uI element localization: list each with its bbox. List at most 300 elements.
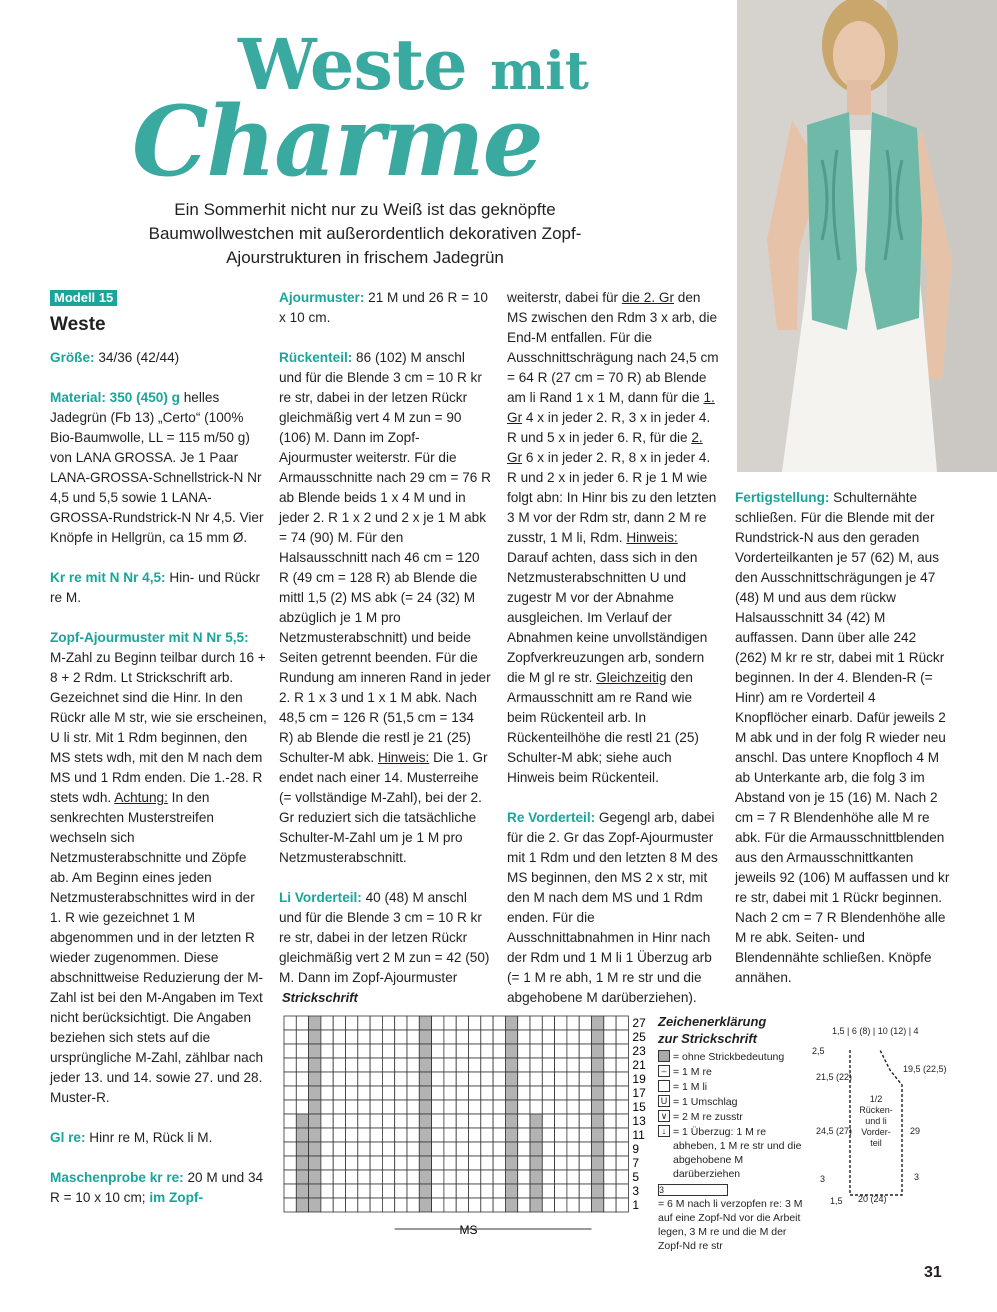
chart-cell xyxy=(296,1086,308,1100)
chart-cell xyxy=(542,1100,554,1114)
chart-row-number: 11 xyxy=(632,1128,645,1142)
chart-cell xyxy=(346,1086,358,1100)
legend-item xyxy=(658,1065,808,1079)
chart-cell xyxy=(382,1030,394,1044)
chart-cell xyxy=(370,1128,382,1142)
chart-row-number: 9 xyxy=(632,1142,640,1156)
chart-cell xyxy=(469,1100,481,1114)
chart-cell xyxy=(518,1114,530,1128)
chart-cell xyxy=(481,1142,493,1156)
chart-cell xyxy=(284,1184,296,1198)
chart-row-number: 21 xyxy=(632,1058,646,1072)
chart-cell xyxy=(493,1128,505,1142)
chart-cell xyxy=(616,1198,628,1212)
chart-cell xyxy=(469,1072,481,1086)
chart-cell xyxy=(309,1016,321,1030)
chart-cell xyxy=(542,1016,554,1030)
chart-cell xyxy=(518,1128,530,1142)
chart-cell xyxy=(370,1086,382,1100)
chart-cell xyxy=(358,1100,370,1114)
chart-cell xyxy=(284,1128,296,1142)
intro-text: Ein Sommerhit nicht nur zu Weiß ist das geknöpfte Baumwollwestchen mit außerordentlich dekorativen Zopf-Ajourstrukturen in frischem Jadegrün xyxy=(148,200,582,267)
chart-cell xyxy=(358,1086,370,1100)
rueck-text-2: Die 1. Gr endet nach einer 14. Musterreihe (= vollständige M-Zahl), bei der 2. Gr reduziert sich die tatsächliche Schulter-M-Zahl um je 1 M pro Netzmusterabschnitt. xyxy=(279,750,488,865)
chart-cell xyxy=(370,1058,382,1072)
chart-cell xyxy=(296,1198,308,1212)
chart-cell xyxy=(309,1030,321,1044)
chart-row-number: 17 xyxy=(632,1086,646,1100)
chart-cell xyxy=(567,1198,579,1212)
chart-cell xyxy=(346,1114,358,1128)
chart-cell xyxy=(370,1184,382,1198)
chart-cell xyxy=(309,1170,321,1184)
mp-section xyxy=(50,1168,268,1208)
chart-cell xyxy=(395,1100,407,1114)
chart-cell xyxy=(592,1058,604,1072)
chart-cell xyxy=(407,1086,419,1100)
chart-cell xyxy=(321,1128,333,1142)
chart-cell xyxy=(567,1030,579,1044)
chart-cell xyxy=(505,1072,517,1086)
chart-cell xyxy=(296,1114,308,1128)
chart-cell xyxy=(518,1170,530,1184)
legend-text: = ohne Strickbedeutung xyxy=(673,1051,785,1063)
chart-cell xyxy=(616,1072,628,1086)
chart-cell xyxy=(444,1156,456,1170)
chart-cell xyxy=(370,1198,382,1212)
chart-cell xyxy=(567,1128,579,1142)
chart-cell xyxy=(592,1156,604,1170)
chart-cell xyxy=(296,1170,308,1184)
chart-cell xyxy=(530,1114,542,1128)
chart-cell xyxy=(432,1170,444,1184)
chart-cell xyxy=(382,1086,394,1100)
chart-cell xyxy=(309,1198,321,1212)
chart-cell xyxy=(604,1016,616,1030)
ajour-label: Ajourmuster: xyxy=(279,290,365,305)
chart-cell xyxy=(321,1114,333,1128)
chart-cell xyxy=(505,1142,517,1156)
yarn-over-symbol-icon: U xyxy=(658,1095,670,1107)
k2tog-symbol-icon: ∨ xyxy=(658,1110,670,1122)
chart-cell xyxy=(518,1030,530,1044)
chart-cell xyxy=(309,1058,321,1072)
chart-cell xyxy=(505,1156,517,1170)
chart-cell xyxy=(382,1016,394,1030)
chart-cell xyxy=(333,1058,345,1072)
underlined-run: Gleichzeitig xyxy=(596,670,667,685)
chart-cell xyxy=(616,1170,628,1184)
chart-cell xyxy=(469,1030,481,1044)
schema-l4: 3 xyxy=(820,1174,826,1184)
chart-cell xyxy=(567,1100,579,1114)
chart-cell xyxy=(321,1030,333,1044)
chart-cell xyxy=(407,1016,419,1030)
chart-cell xyxy=(592,1100,604,1114)
chart-cell xyxy=(395,1156,407,1170)
chart-cell xyxy=(555,1170,567,1184)
chart-cell xyxy=(432,1156,444,1170)
chart-cell xyxy=(456,1016,468,1030)
chart-cell xyxy=(333,1156,345,1170)
chart-cell xyxy=(481,1198,493,1212)
size-section xyxy=(50,348,268,368)
chart-cell xyxy=(604,1100,616,1114)
chart-cell xyxy=(481,1044,493,1058)
schema-bottom: 20 (24) xyxy=(858,1194,887,1204)
chart-cell xyxy=(407,1072,419,1086)
chart-cell xyxy=(284,1198,296,1212)
chart-cell xyxy=(481,1156,493,1170)
chart-cell xyxy=(346,1030,358,1044)
chart-cell xyxy=(321,1142,333,1156)
chart-cell xyxy=(432,1072,444,1086)
chart-cell xyxy=(518,1142,530,1156)
chart-cell xyxy=(616,1128,628,1142)
ajour-section xyxy=(279,288,491,328)
chart-cell xyxy=(481,1072,493,1086)
chart-cell xyxy=(321,1016,333,1030)
chart-cell xyxy=(432,1044,444,1058)
chart-row-number: 5 xyxy=(632,1170,640,1184)
text-run: 4 x in jeder 2. R, 3 x in jeder 4. R und 5 x in jeder 6. R, für die xyxy=(507,410,711,445)
chart-cell xyxy=(518,1086,530,1100)
chart-cell xyxy=(419,1156,431,1170)
chart-cell xyxy=(407,1170,419,1184)
chart-cell xyxy=(616,1086,628,1100)
chart-cell xyxy=(382,1100,394,1114)
chart-cell xyxy=(604,1072,616,1086)
chart-cell xyxy=(370,1044,382,1058)
chart-cell xyxy=(284,1044,296,1058)
li-text: 40 (48) M anschl und für die Blende 3 cm = 10 R kr re str, dabei in der letzen Rückr gleichmäßig vert 2 M zun = 42 (50) M. Dann im Zopf-Ajourmuster xyxy=(279,890,490,985)
chart-cell xyxy=(321,1044,333,1058)
chart-cell xyxy=(284,1114,296,1128)
chart-cell xyxy=(358,1072,370,1086)
chart-cell xyxy=(604,1058,616,1072)
chart-row-number: 25 xyxy=(632,1030,646,1044)
chart-cell xyxy=(321,1184,333,1198)
column-1 xyxy=(50,288,268,1228)
chart-cell xyxy=(493,1142,505,1156)
chart-cell xyxy=(309,1114,321,1128)
gl-text: Hinr re M, Rück li M. xyxy=(85,1130,213,1145)
page-number: 31 xyxy=(924,1264,942,1281)
chart-cell xyxy=(358,1044,370,1058)
legend-cable-text: = 6 M nach li verzopfen re: 3 M auf eine Zopf-Nd vor die Arbeit legen, 3 M re und die M der Zopf-Nd re str xyxy=(658,1198,803,1252)
chart-cell xyxy=(419,1072,431,1086)
chart-cell xyxy=(333,1044,345,1058)
chart-cell xyxy=(542,1128,554,1142)
chart-cell xyxy=(555,1114,567,1128)
chart-cell xyxy=(358,1114,370,1128)
chart-cell xyxy=(382,1044,394,1058)
chart-cell xyxy=(542,1044,554,1058)
chart-cell xyxy=(555,1072,567,1086)
chart-cell xyxy=(432,1128,444,1142)
chart-cell xyxy=(481,1086,493,1100)
chart-cell xyxy=(592,1086,604,1100)
chart-cell xyxy=(567,1044,579,1058)
chart-cell xyxy=(616,1030,628,1044)
chart-cell xyxy=(530,1170,542,1184)
chart-cell xyxy=(407,1044,419,1058)
title-main: Weste xyxy=(238,23,467,106)
underlined-run: 2. Gr xyxy=(507,430,703,465)
chart-cell xyxy=(493,1030,505,1044)
chart-cell xyxy=(395,1128,407,1142)
chart-cell xyxy=(469,1114,481,1128)
re-text: Gegengl arb, dabei für die 2. Gr das Zopf-Ajourmuster mit 1 Rdm und den letzten 8 M des MS beginnen, den MS 2 x str, mit den M nach dem MS und 1 Rdm enden. Für die Ausschnittabnahmen in Hinr nach der Rdm und 1 M li 1 Überzug arb (= 1 M re abh, 1 M re str und die abgehobene M darüberziehen). xyxy=(507,810,718,1005)
chart-cell xyxy=(382,1184,394,1198)
chart-cell xyxy=(567,1114,579,1128)
chart-cell xyxy=(555,1058,567,1072)
text-run: 6 x in jeder 2. R, 8 x in jeder 4. R und 2 x in jeder 6. R je 1 M wie folgt abn: In Hinr bis zu den letzten 3 M vor der Rdm str, dann 2 M re zusstr, 1 M li, Rdm. xyxy=(507,450,717,545)
chart-cell xyxy=(346,1072,358,1086)
chart-row-number: 15 xyxy=(632,1100,646,1114)
chart-cell xyxy=(432,1114,444,1128)
chart-cell xyxy=(493,1156,505,1170)
mp-label-2: im Zopf- xyxy=(149,1190,203,1205)
chart-cell xyxy=(432,1198,444,1212)
chart-cell xyxy=(505,1184,517,1198)
fert-label: Fertigstellung: xyxy=(735,490,830,505)
legend xyxy=(658,1014,808,1253)
chart-cell xyxy=(505,1058,517,1072)
schema-panel-label: 1/2 Rücken-und li Vorder-teil xyxy=(859,1094,893,1148)
chart-cell xyxy=(309,1184,321,1198)
chart-cell xyxy=(309,1086,321,1100)
chart-cell xyxy=(616,1142,628,1156)
chart-cell xyxy=(604,1156,616,1170)
chart-cell xyxy=(469,1170,481,1184)
size-label: Größe: xyxy=(50,350,95,365)
chart-cell xyxy=(518,1058,530,1072)
chart-cell xyxy=(444,1058,456,1072)
chart-cell xyxy=(555,1100,567,1114)
chart-cell xyxy=(419,1198,431,1212)
chart-cell xyxy=(469,1058,481,1072)
column-2 xyxy=(279,288,491,1008)
chart-cell xyxy=(358,1156,370,1170)
zopf-achtung: Achtung: xyxy=(114,790,168,805)
underlined-run: Hinweis: xyxy=(626,530,678,545)
chart-cell xyxy=(333,1198,345,1212)
chart-cell xyxy=(432,1184,444,1198)
page-title-line2: Charme xyxy=(132,85,542,198)
chart-cell xyxy=(616,1058,628,1072)
chart-cell xyxy=(395,1058,407,1072)
legend-item xyxy=(658,1110,808,1124)
chart-row-number: 7 xyxy=(632,1156,640,1170)
chart-cell xyxy=(481,1058,493,1072)
chart-cell xyxy=(592,1044,604,1058)
chart-cell xyxy=(567,1086,579,1100)
chart-cell xyxy=(518,1156,530,1170)
chart-cell xyxy=(505,1114,517,1128)
chart-cell xyxy=(382,1170,394,1184)
chart-cell xyxy=(616,1184,628,1198)
chart-cell xyxy=(530,1198,542,1212)
chart-cell xyxy=(604,1030,616,1044)
schema-r3: 3 xyxy=(914,1172,920,1182)
rueck-hinweis: Hinweis: xyxy=(377,750,430,765)
chart-cell xyxy=(333,1072,345,1086)
rueck-text: 86 (102) M anschl und für die Blende 3 cm = 10 R kr re str, dabei in der letzen Rückr gleichmäßig vert 4 M zun = 90 (106) M. Dann im Zopf-Ajourmuster weiterstr. Für die Armausschnitte nach 29 cm = 76 R ab Blende beids 1 x 4 M und in jeder 2. R 1 x 2 und 2 x je 1 M abk = 74 (90) M. Für den Halsausschnitt nach 46 cm = 120 R (49 cm = 128 R) ab Blende die mittl 1,5 (2) MS abk (= 24 (32) M abzüglich je 1 M pro Netzmusterabschnitt) und beide Seiten getrennt beenden. Für die Rundung am inneren Rand in jeder 2. R 1 x 3 und 1 x 1 M abk. Nach 48,5 cm = 126 R (51,5 cm = 134 R) ab Blende die restl je 21 (25) Schulter-M abk. xyxy=(279,350,491,765)
chart-cell xyxy=(333,1142,345,1156)
chart-cell xyxy=(296,1184,308,1198)
kr-text: Hin- und Rückr re M. xyxy=(50,570,261,605)
chart-cell xyxy=(505,1016,517,1030)
chart-cell xyxy=(358,1016,370,1030)
chart-cell xyxy=(419,1184,431,1198)
chart-cell xyxy=(579,1170,591,1184)
chart-cell xyxy=(395,1016,407,1030)
chart-cell xyxy=(370,1100,382,1114)
chart-cell xyxy=(309,1044,321,1058)
chart-cell xyxy=(567,1170,579,1184)
text-run: weiterstr, dabei für xyxy=(507,290,622,305)
chart-cell xyxy=(407,1156,419,1170)
chart-cell xyxy=(284,1016,296,1030)
chart-cell xyxy=(505,1086,517,1100)
chart-cell xyxy=(309,1128,321,1142)
chart-cell xyxy=(382,1198,394,1212)
kr-section xyxy=(50,568,268,608)
chart-cell xyxy=(481,1030,493,1044)
chart-cell xyxy=(456,1128,468,1142)
chart-cell xyxy=(530,1044,542,1058)
chart-cell xyxy=(493,1198,505,1212)
chart-cell xyxy=(370,1170,382,1184)
chart-cell xyxy=(309,1100,321,1114)
chart-row-number: 19 xyxy=(632,1072,646,1086)
chart-cell xyxy=(370,1156,382,1170)
chart-cell xyxy=(542,1184,554,1198)
chart-cell xyxy=(321,1100,333,1114)
chart-cell xyxy=(407,1198,419,1212)
chart-cell xyxy=(530,1086,542,1100)
blank-symbol-icon xyxy=(658,1050,670,1062)
chart-cell xyxy=(346,1100,358,1114)
chart-cell xyxy=(493,1072,505,1086)
chart-cell xyxy=(505,1128,517,1142)
chart-cell xyxy=(407,1100,419,1114)
chart-cell xyxy=(542,1114,554,1128)
chart-cell xyxy=(469,1142,481,1156)
chart-cell xyxy=(382,1114,394,1128)
cable-symbol-icon: 3 xyxy=(658,1184,728,1196)
chart-cell xyxy=(296,1058,308,1072)
chart-cell xyxy=(518,1198,530,1212)
chart-cell xyxy=(333,1016,345,1030)
gl-section xyxy=(50,1128,268,1148)
material-label: Material: 350 (450) g xyxy=(50,390,180,405)
chart-cell xyxy=(456,1086,468,1100)
chart-cell xyxy=(579,1072,591,1086)
chart-cell xyxy=(284,1072,296,1086)
chart-cell xyxy=(469,1128,481,1142)
chart-cell xyxy=(469,1086,481,1100)
chart-cell xyxy=(456,1030,468,1044)
text-run: den MS zwischen den Rdm 3 x arb, die End-M entfallen. Für die Ausschnittschrägung nach 24,5 cm = 64 R (27 cm = 70 R) ab Blende am li Rand 1 x 1 M, dann für die xyxy=(507,290,719,405)
chart-cell xyxy=(296,1030,308,1044)
chart-cell xyxy=(493,1100,505,1114)
chart-cell xyxy=(456,1184,468,1198)
chart-cell xyxy=(395,1184,407,1198)
chart-cell xyxy=(579,1100,591,1114)
chart-cell xyxy=(481,1100,493,1114)
ajour-text: 21 M und 26 R = 10 x 10 cm. xyxy=(279,290,488,325)
chart-cell xyxy=(432,1016,444,1030)
chart-cell xyxy=(432,1030,444,1044)
model-badge: Modell 15 xyxy=(50,290,117,306)
chart-cell xyxy=(493,1170,505,1184)
chart-cell xyxy=(530,1030,542,1044)
chart-cell xyxy=(432,1142,444,1156)
underlined-run: 1. Gr xyxy=(507,390,715,425)
chart-cell xyxy=(518,1184,530,1198)
chart-cell xyxy=(579,1128,591,1142)
chart-cell xyxy=(296,1142,308,1156)
chart-cell xyxy=(358,1030,370,1044)
chart-cell xyxy=(579,1114,591,1128)
chart-cell xyxy=(542,1086,554,1100)
chart-cell xyxy=(493,1044,505,1058)
chart-cell xyxy=(567,1184,579,1198)
chart-cell xyxy=(419,1128,431,1142)
model-photo xyxy=(737,0,997,472)
chart-cell xyxy=(530,1058,542,1072)
chart-cell xyxy=(333,1128,345,1142)
chart-cell xyxy=(407,1058,419,1072)
chart-cell xyxy=(370,1030,382,1044)
chart-cell xyxy=(530,1100,542,1114)
chart-cell xyxy=(309,1072,321,1086)
chart-cell xyxy=(284,1100,296,1114)
chart-cell xyxy=(493,1016,505,1030)
title-small: mit xyxy=(490,41,589,102)
legend-subheading: zur Strickschrift xyxy=(658,1031,757,1046)
chart-cell xyxy=(309,1156,321,1170)
chart-cell xyxy=(604,1044,616,1058)
chart-ms-label: MS xyxy=(459,1223,478,1237)
chart-cell xyxy=(296,1100,308,1114)
zopf-section xyxy=(50,628,268,1108)
chart-cell xyxy=(456,1058,468,1072)
chart-cell xyxy=(444,1072,456,1086)
chart-cell xyxy=(321,1170,333,1184)
chart-cell xyxy=(518,1072,530,1086)
chart-cell xyxy=(530,1142,542,1156)
chart-cell xyxy=(604,1198,616,1212)
chart-cell xyxy=(358,1142,370,1156)
legend-item xyxy=(658,1095,808,1109)
model-title: Weste xyxy=(50,314,106,335)
legend-text: = 1 Umschlag xyxy=(673,1096,738,1108)
chart-cell xyxy=(469,1044,481,1058)
chart-cell xyxy=(284,1030,296,1044)
zopf-text: M-Zahl zu Beginn teilbar durch 16 + 8 + 2 Rdm. Lt Strickschrift arb. Gezeichnet sind die Hinr. In den Rückr alle M str, wie sie erscheinen, U li str. Mit 1 Rdm beginnen, den MS stets wdh, mit den M nach dem MS und 1 Rdm enden. Die 1.-28. R stets wdh. xyxy=(50,650,267,805)
legend-text: = 1 M li xyxy=(673,1081,708,1093)
chart-cell xyxy=(616,1156,628,1170)
schema-top-nums: 1,5 | 6 (8) | 10 (12) | 4 xyxy=(832,1026,919,1036)
chart-cell xyxy=(333,1170,345,1184)
chart-cell xyxy=(284,1142,296,1156)
text-run: Darauf achten, dass sich in den Netzmusterabschnitten U und zugestr M vor der Abnahme ausgleichen. Im Verlauf der Abnahmen keine unvollständigen Zopfverkreuzungen arb, sondern die M gl re str. xyxy=(507,550,708,685)
chart-cell xyxy=(321,1156,333,1170)
chart-cell xyxy=(346,1044,358,1058)
